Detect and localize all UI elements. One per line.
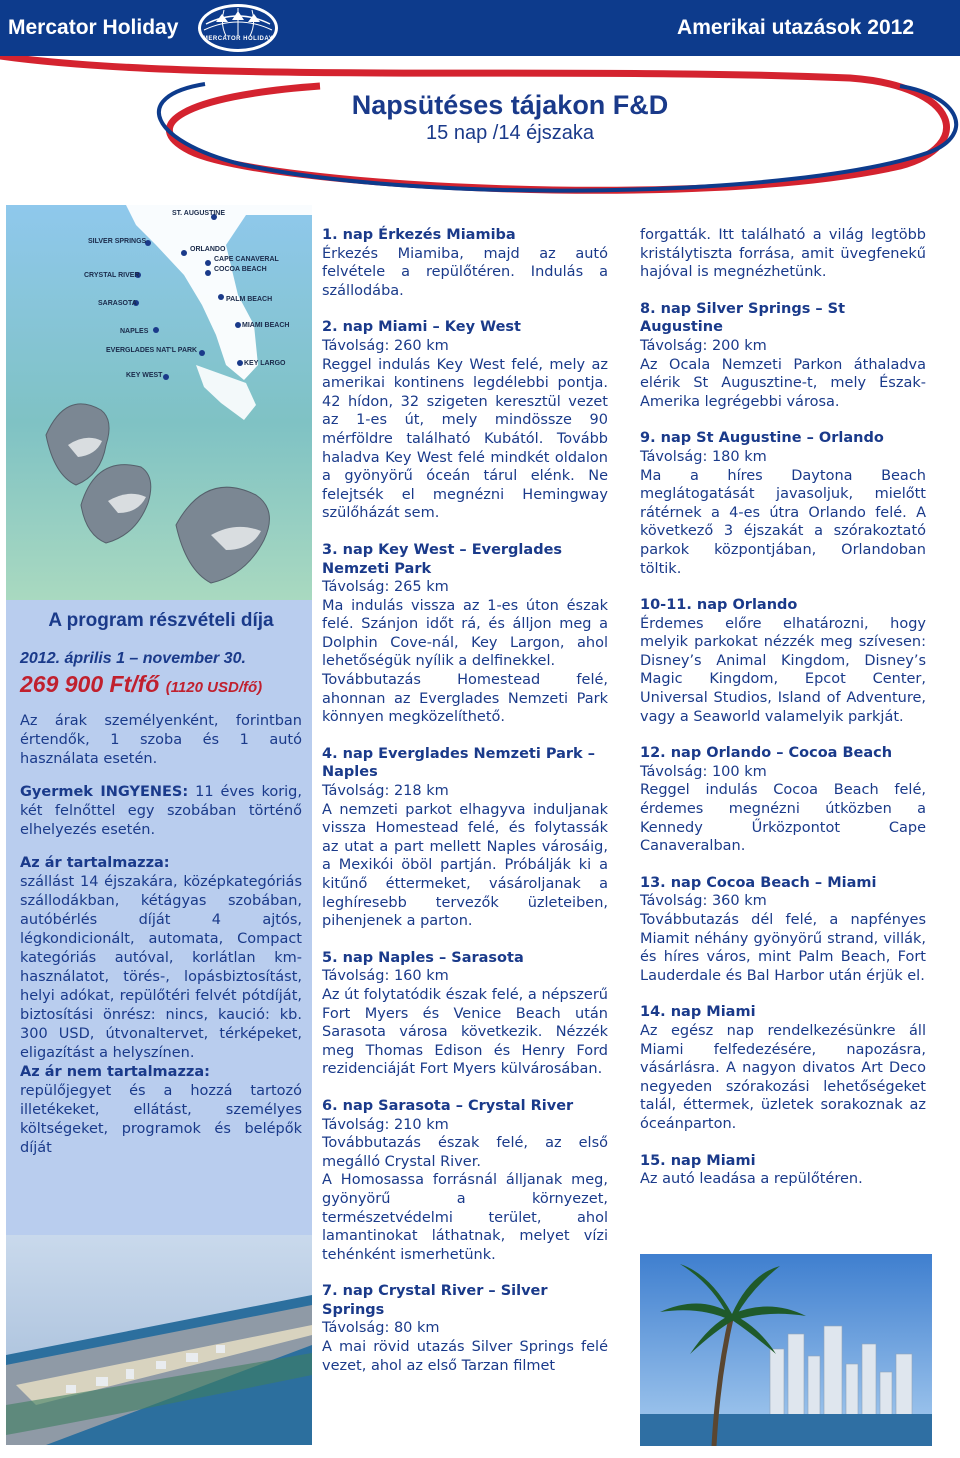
day-distance: Távolság: 265 km	[322, 579, 449, 596]
itinerary-day	[322, 745, 608, 931]
day-title: 2. nap Miami – Key West	[322, 319, 521, 336]
itinerary-day	[322, 1282, 608, 1375]
itinerary-day	[640, 1152, 926, 1189]
day-distance: Távolság: 360 km	[640, 893, 767, 910]
child-offer	[20, 783, 302, 840]
day-title: 6. nap Sarasota – Crystal River	[322, 1097, 574, 1114]
map-label: KEY WEST	[126, 372, 163, 379]
map-label: SILVER SPRINGS	[88, 238, 147, 245]
map-label: CRYSTAL RIVER	[84, 272, 140, 279]
day-text: Továbbutazás Homestead felé, ahonnan az Everglades Nemzeti Park könnyen megközelíthető.	[322, 672, 608, 726]
itinerary-day	[322, 541, 608, 727]
day-title: 14. nap Miami	[640, 1004, 756, 1021]
map-label: EVERGLADES NAT'L PARK	[106, 347, 198, 354]
day-text: Az egész nap rendelkezésünkre áll Miami felfedezésére, napozásra, vásárlásra. A nagyon divatos Art Deco negyeden szórakozási lehetőségeket talál, éttermek, üzletek sorakoznak az óceánparton.	[640, 1022, 926, 1132]
day-title: 9. nap St Augustine – Orlando	[640, 430, 884, 447]
itinerary-day	[322, 226, 608, 300]
florida-map-dolphins-image	[6, 205, 312, 600]
day-text: A nemzeti parkot elhagyva induljanak vissza Homestead felé, és folytassák az utat a part mellett Naples városáig, a Mexikói öböl partján. Próbálják ki a kitűnő éttermeket, vásároljanak a leghíresebb tervezők üzleteiben, pihenjenek a parton.	[322, 801, 608, 930]
itinerary-day	[640, 300, 926, 412]
itinerary-column-right	[640, 226, 926, 1207]
pricing-title: A program részvételi díja	[48, 610, 274, 631]
pricing-section	[20, 610, 302, 1158]
itinerary-day	[640, 1003, 926, 1133]
day-text: A mai rövid utazás Silver Springs felé vezet, ahol az első Tarzan filmet	[322, 1339, 608, 1374]
day-text: forgatták. Itt található a világ legtöbb kristálytiszta forrása, amit üvegfenekű hajóval is megnézhetünk.	[640, 227, 926, 281]
day-text: Ma indulás vissza az 1-es úton észak felé. Szánjon időt rá, és álljon meg a Dolphin Cove-nál, Key Largon, ahol lehetőségük nyílik a delfinekkel.	[322, 597, 608, 670]
price-note: Az árak személyenként, forintban értendők, 1 szoba és 1 autó használata esetén.	[20, 713, 302, 767]
day-text: A Homosassa forrásnál álljanak meg, gyönyörű a környezet, természetvédelmi terület, ahol lamantinokat láthatnak, melyet vízi tehénként ismerhetünk.	[322, 1172, 608, 1263]
price-usd: (1120 USD/fő)	[165, 679, 263, 696]
day-distance: Távolság: 200 km	[640, 337, 767, 354]
day-title: 3. nap Key West – Everglades Nemzeti Park	[322, 541, 563, 577]
map-label: ORLANDO	[190, 246, 226, 253]
day-title: 4. nap Everglades Nemzeti Park – Naples	[322, 745, 595, 781]
map-label: NAPLES	[120, 328, 149, 335]
day-text: Az autó leadása a repülőtéren.	[640, 1171, 863, 1188]
day-title: 12. nap Orlando – Cocoa Beach	[640, 745, 893, 762]
day-title: 7. nap Crystal River – Silver Springs	[322, 1283, 548, 1318]
mercator-logo	[196, 2, 280, 54]
includes-text: szállást 14 éjszakára, középkategóriás szállodákban, kétágyas szobában, autóbérlés díját 4 ajtós, légkondicionált, automata, Compact kategóriás autóval, korlátlan km-használatot, törés-, lopásbiztosítást, helyi adókat, repülőtéri felvét pótdíját, biztosítási önrész: nincs, kaució: kb. 300 USD, útvonaltervet, térképeket, eligazítást a helyszínen.	[20, 874, 302, 1061]
day-title: 1. nap Érkezés Miamiba	[322, 227, 516, 243]
day-title: 15. nap Miami	[640, 1152, 756, 1169]
day-distance: Távolság: 260 km	[322, 337, 449, 354]
day-text: Az Ocala Nemzeti Parkon áthaladva elérik St Augusztine-t, mely Észak-Amerika legrégebbi városa.	[640, 356, 926, 410]
day-title: 5. nap Naples – Sarasota	[322, 949, 524, 966]
includes	[20, 854, 302, 1158]
map-label: MIAMI BEACH	[242, 322, 290, 329]
map-label: ST. AUGUSTINE	[172, 210, 226, 217]
day-text: Az út folytatódik észak felé, a népszerű Fort Myers és Venice Beach után Sarasota városa következik. Nézzék meg Thomas Edison és Henry Ford rezidenciáját Fort Myers külvárosában.	[322, 986, 608, 1078]
day-distance: Távolság: 218 km	[322, 783, 449, 800]
day-title: 13. nap Cocoa Beach – Miami	[640, 874, 877, 891]
child-offer-text: 11 éves korig, két felnőttel egy szobában történő elhelyezés esetén.	[20, 784, 302, 838]
map-label: CAPE CANAVERAL	[214, 256, 279, 263]
day-distance: Távolság: 100 km	[640, 763, 767, 780]
day-title: 10-11. nap Orlando	[640, 597, 798, 614]
header-bar	[0, 0, 960, 56]
itinerary-day	[640, 744, 926, 856]
day-text: Reggel indulás Key West felé, mely az amerikai kontinens legdélebbi pontja. 42 hídon, 32 szigeten keresztül vezet az 1-es út, mely mindössze 90 mérföldre található Kubától. Tovább haladva Key West felé mindkét oldalon a gyönyörű óceán tárul elénk. Ne felejtsék el megnézni Hemingway szülőházát sem.	[322, 356, 608, 522]
day-text: Ma a híres Daytona Beach meglátogatását javasoljuk, mielőtt rátérnek a 4-es útra Orlando felé. A következő 3 éjszakát a szórakoztató parkok központjában, Orlandoban töltik.	[640, 467, 926, 577]
map-label: COCOA BEACH	[214, 266, 267, 273]
day-title: 8. nap Silver Springs – St Augustine	[640, 300, 846, 336]
itinerary-day-continued	[640, 226, 926, 282]
child-offer-label: Gyermek INGYENES:	[20, 784, 189, 800]
map-label: SARASOTA	[98, 300, 137, 307]
excludes-title: Az ár nem tartalmazza:	[20, 1064, 210, 1080]
includes-title: Az ár tartalmazza:	[20, 855, 170, 871]
itinerary-day	[322, 318, 608, 523]
itinerary-day	[322, 1097, 608, 1264]
day-distance: Távolság: 80 km	[322, 1320, 440, 1337]
miami-palm-skyline-image	[640, 1254, 932, 1446]
day-text: Érdemes előre elhatározni, hogy melyik parkokat nézzék meg szívesen: Disney’s Animal Kingdom, Disney’s Magic Kingdom, Epcot Center, Universal Studios, Island of Adventure, vagy a Seaworld valamelyik parkját.	[640, 615, 926, 725]
left-panel	[6, 205, 312, 1445]
page-subtitle: 15 nap /14 éjszaka	[426, 122, 594, 144]
day-distance: Távolság: 160 km	[322, 968, 449, 985]
date-range: 2012. április 1 – november 30.	[20, 650, 246, 667]
itinerary-column-middle	[322, 226, 608, 1393]
map-label: PALM BEACH	[226, 296, 273, 303]
day-distance: Távolság: 210 km	[322, 1116, 449, 1133]
day-text: Továbbutazás dél felé, a napfényes Miamit néhány gyönyörű strand, villák, és híres város, mint Palm Beach, Fort Lauderdale és Bal Harbor után érjük el.	[640, 912, 926, 984]
map-label: KEY LARGO	[244, 360, 286, 367]
price-huf: 269 900 Ft/fő	[20, 671, 160, 697]
miami-beach-aerial-image	[6, 1235, 312, 1445]
brand-name: Mercator Holiday	[8, 16, 179, 39]
itinerary-day	[640, 874, 926, 986]
logo-text: MERCATOR HOLIDAY	[202, 36, 274, 42]
day-text: Továbbutazás észak felé, az első megálló Crystal River.	[322, 1135, 608, 1170]
itinerary-day	[322, 949, 608, 1079]
page-title: Napsütéses tájakon F&D	[351, 90, 669, 120]
day-text: Reggel indulás Cocoa Beach felé, érdemes megnézni útközben a Kennedy Űrközpontot Cape Canaveralban.	[640, 782, 926, 855]
excludes-text: repülőjegyet és a hozzá tartozó illetékeket, ellátást, személyes költségeket, programok és belépők díját	[20, 1083, 302, 1156]
catalog-title: Amerikai utazások 2012	[677, 16, 914, 39]
day-text: Érkezés Miamiba, majd az autó felvétele a repülőtéren. Indulás a szállodába.	[322, 245, 608, 299]
day-distance: Távolság: 180 km	[640, 448, 767, 465]
itinerary-day	[640, 429, 926, 578]
itinerary-day	[640, 596, 926, 726]
price	[20, 671, 302, 698]
